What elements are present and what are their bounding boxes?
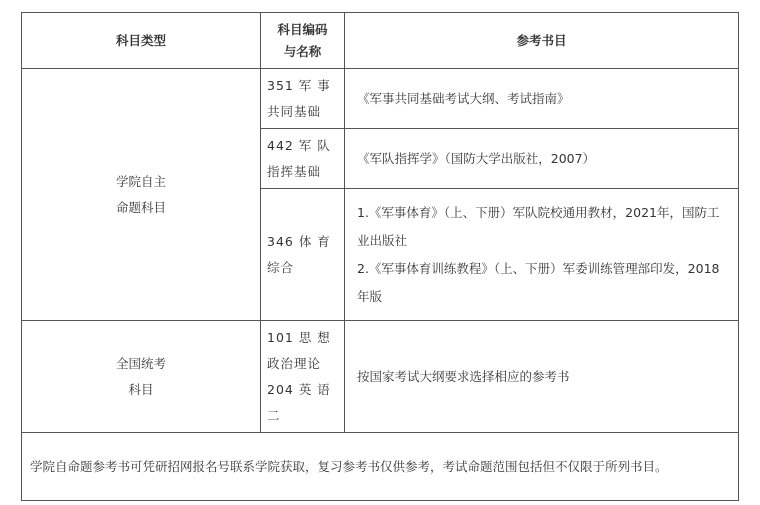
reference-book: 1.《军事体育》（上、下册）军队院校通用教材，2021年，国防工业出版社 [357, 204, 720, 248]
subjects-table [21, 12, 739, 501]
header-code-line1: 科目编码 [277, 21, 328, 37]
subject-type-cell [22, 321, 261, 433]
reference-books-cell [345, 189, 739, 321]
reference-books-cell [345, 321, 739, 433]
table-row [22, 69, 739, 129]
header-reference-books: 参考书目 [345, 13, 739, 69]
subject-code: 346 体 育 [267, 233, 331, 249]
header-code-line2: 与名称 [283, 43, 322, 59]
header-subject-type: 科目类型 [22, 13, 261, 69]
subject-name: 综合 [267, 259, 295, 275]
subject-type-line: 命题科目 [115, 199, 166, 215]
reference-book: 2.《军事体育训练教程》（上、下册）军委训练管理部印发，2018年版 [357, 260, 720, 304]
subject-code: 442 军 队 [267, 137, 331, 153]
subject-type-cell [22, 69, 261, 321]
subject-name: 二 [267, 407, 281, 423]
subject-name: 政治理论 [267, 355, 322, 371]
subject-code-cell [261, 321, 345, 433]
reference-books-cell [345, 129, 739, 189]
table-note-row [22, 433, 739, 501]
reference-book: 按国家考试大纲要求选择相应的参考书 [357, 368, 570, 384]
subject-type-line: 科目 [128, 381, 154, 397]
subjects-table-container [21, 12, 738, 501]
table-row [22, 321, 739, 433]
subject-code-cell [261, 189, 345, 321]
subject-code: 101 思 想 [267, 329, 331, 345]
subject-code-cell [261, 129, 345, 189]
table-note: 学院自命题参考书可凭研招网报名号联系学院获取，复习参考书仅供参考，考试命题范围包括但不仅限于所列书目。 [22, 433, 739, 501]
subject-name: 指挥基础 [267, 163, 322, 179]
subject-code: 351 军 事 [267, 77, 331, 93]
subject-name: 共同基础 [267, 103, 322, 119]
header-subject-code [261, 13, 345, 69]
reference-books-cell [345, 69, 739, 129]
subject-code: 204 英 语 [267, 381, 331, 397]
subject-type-line: 全国统考 [115, 355, 166, 371]
reference-book: 《军队指挥学》（国防大学出版社，2007） [357, 150, 596, 166]
subject-type-line: 学院自主 [115, 173, 166, 189]
reference-book: 《军事共同基础考试大纲、考试指南》 [357, 90, 570, 106]
table-header-row [22, 13, 739, 69]
subject-code-cell [261, 69, 345, 129]
